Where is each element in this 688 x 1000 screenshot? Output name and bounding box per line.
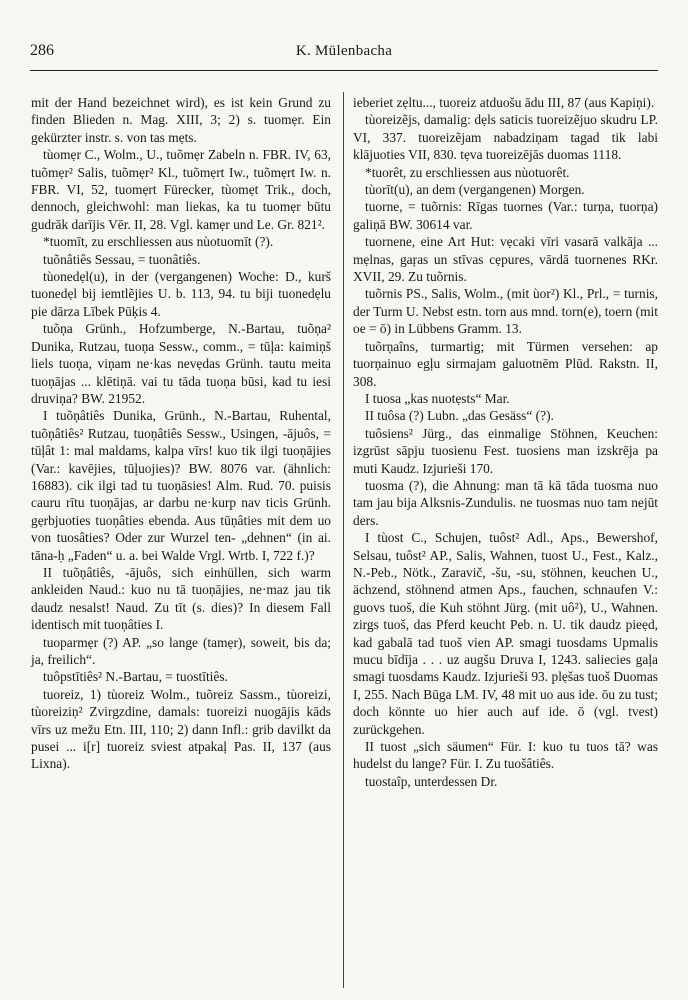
dictionary-entry: tùonedẹl(u), in der (vergangenen) Woche: D., kurš tuonedẹl bij iemtlẽjies U. b. 113, 94. tu biji tuonedẹlu pie dārza Lībek Pūķis 4. <box>31 269 331 319</box>
column-divider <box>343 92 344 988</box>
dictionary-entry: tuõņa Grünh., Hofzumberge, N.-Bartau, tuõņa² Dunika, Rutzau, tuoņa Sessw., comm., = tūļa: kaimiņš liels tuoņa, viņam ne·kas nevẹdas Grünh. tautu meita tuoņājas ... klētiņā. vai tu tāda tuoņa būsi, kad tu iesi druviņa? BW. 21952. <box>31 321 331 406</box>
dictionary-entry: I tuosa „kas nuotẹsts“ Mar. <box>365 390 510 406</box>
header-rule <box>30 70 658 71</box>
dictionary-entry: tùoreizẽjs, damalig: dẹls saticis tuoreizẽjuo skudru LP. VI, 337. tuoreizẽjam nabadziņam tagad tik labi klājuoties VII, 830. tẹva tuoreizējās duomas 1118. <box>353 112 658 163</box>
dictionary-entry: tuostaîp, unterdessen Dr. <box>365 773 498 789</box>
dictionary-entry: tùorīt(u), an dem (vergangenen) Morgen. <box>365 182 585 198</box>
dictionary-entry: tuornene, eine Art Hut: vẹcaki vīri vasarā valkāja ... mẹlnas, gaŗas un stīvas cẹpures, vārdā tuornenes RKr. XVII, 29. Zu tuõrnis. <box>353 234 658 285</box>
dictionary-entry: *tuomīt, zu erschliessen aus nùotuomīt (?). <box>43 234 274 250</box>
dictionary-entry: II tuôsa (?) Lubn. „das Gesäss“ (?). <box>365 408 554 424</box>
dictionary-entry: tuôsiens² Jürg., das einmalige Stöhnen, Keuchen: izgrūst sāpju tuosienu Fest. tuosiens man izskrēja pa muti Kaudz. Izjurieši 170. <box>353 425 658 476</box>
dictionary-entry: tuõrnis PS., Salis, Wolm., (mit ùor²) Kl., Prl., = turnis, der Turm U. Nebst estn. torn aus mnd. torn(e), toern (mit oe = ō) in Lübbens Gramm. 13. <box>353 286 658 337</box>
dictionary-entry: tuôpstītiês² N.-Bartau, = tuostītiês. <box>43 669 228 685</box>
right-column <box>353 94 658 790</box>
dictionary-entry: tuoparmẹr (?) AP. „so lange (tamẹr), soweit, bis da; ja, freilich“. <box>31 634 331 667</box>
dictionary-entry: tuorne, = tuõrnis: Rīgas tuornes (Var.: turņa, tuorņa) galiņā BW. 30614 var. <box>353 199 658 232</box>
dictionary-entry: tuõrņaîns, turmartig; mit Türmen versehen: ap tuorņainuo egļu sirmajam galuotnēm Plūd. Rakstn. II, 308. <box>353 338 658 389</box>
page-number: 286 <box>30 42 54 59</box>
page-header <box>30 42 658 68</box>
dictionary-entry: tùomẹr C., Wolm., U., tuõmẹr Zabeln n. FBR. IV, 63, tuõmẹr² Salis, tuõmẹr² Kl., tuõmẹrt Iw., tuõmẹrt Iw. n. FBR. VI, 52, tuomẹrt Fürecker, tùomẹt Trik., doch, dennoch, gleichwohl: man liekas, ka tu tuomẹr būtu gudrāk darījis Vēr. II, 28. Vgl. kamẹr und Le. Gr. 821². <box>31 147 331 232</box>
dictionary-entry: mit der Hand bezeichnet wird), es ist kein Grund zu finden Blieden n. Mag. XIII, 3; 2) s. tuomẹr. Ein gekürzter instr. s. von tas mẹts. <box>31 95 331 145</box>
dictionary-entry: I tuõņâtiês Dunika, Grünh., N.-Bartau, Ruhental, tuõņâtiês² Rutzau, tuoņâtiês Sessw., Usingen, -ājuôs, = tūļât 1: mal maldams, kalpa vīrs! kuo tik ilgi tuoņājies (Var.: kavējies, tūļuojies)? BW. 8076 var. (ähnlich: 16883). cik ilgi tad tu tuoņāsies! Alm. Rud. 70. puisis cauru rītu tuoņājas, ar darbu ne·kurp nav ticis Grünh. gẹrbjuoties tuoņâties ebenda. Aus tūņâties mit dem uo von tuosâties? Oder zur Wurzel ten- „dehnen“ (in ai. tāna-ḥ „Faden“ u. a. bei Walde Vrgl. Wrtb. I, 722 f.)? <box>31 408 331 563</box>
dictionary-entry: II tuõņâtiês, -ājuôs, sich einhüllen, sich warm ankleiden Naud.: kuo nu tā tuoņājies, ne·maz jau tik daudz nesalst! Naud. Zu tīt (s. dies)? In diesem Fall identisch mit tuoņâties I. <box>31 564 331 633</box>
dictionary-entry: ieberiet zẹltu..., tuoreiz atduošu ādu III, 87 (aus Kapiņi). <box>353 95 655 110</box>
dictionary-entry: tuosma (?), die Ahnung: man tā kā tāda tuosma nuo tam jau bija Alksnis-Zundulis. ne tuosmas nuo tam nejūt ders. <box>353 477 658 528</box>
dictionary-entry: I tùost C., Schujen, tuôst² Adl., Aps., Bewershof, Selsau, tuôst² AP., Salis, Wahnen, tuost U., Fest., Kalz., N.-Peb., Nötk., Zaravič, -šu, -su, stöhnen, keuchen U., ächzend, stöhnend atmen Aps., fauchen, schnaufen V.: guovs tuoš, die Kuh stöhnt Jürg. (mit uô²), U., Wahnen. zirgs tuoš, das Pferd keucht Peb. n. U. tik daudz pieẹd, kad gabalā tad tuoš vien AP. smagi tuosdams Upmalis mucu bīdīja . . . uz augšu Druva I, 1243. saliecies gaļa smagi tuosdams Kaudz. Izjurieši 93. plẹšas tuoš Duomas I, 255. Nach Būga LM. IV, 48 mit uo aus ide. ōu zu tust; doch könnte uo hier auch auf ide. ō (vgl. tvest) zurückgehen. <box>353 530 658 737</box>
dictionary-entry: II tuost „sich säumen“ Für. I: kuo tu tuos tā? was hudelst du lange? Für. I. Zu tuošâtiês. <box>353 739 658 772</box>
dictionary-entry: tuõnâtiês Sessau, = tuonâtiês. <box>43 251 201 267</box>
dictionary-entry: *tuorêt, zu erschliessen aus nùotuorêt. <box>365 164 570 180</box>
running-title: K. Mülenbacha <box>295 43 393 59</box>
dictionary-entry: tuoreiz, 1) tùoreiz Wolm., tuõreiz Sassm., tùoreizi, tùoreiziņ² Zvirgzdine, damals: tuoreizi nuogājis kāds vīrs uz mežu Etn. III, 110; 2) dann Infl.: grib davilkt da pusei ... i[r] tuoreiz sviest atpakaļ Pas. II, 137 (aus Lixna). <box>31 686 331 772</box>
left-column <box>31 94 331 773</box>
